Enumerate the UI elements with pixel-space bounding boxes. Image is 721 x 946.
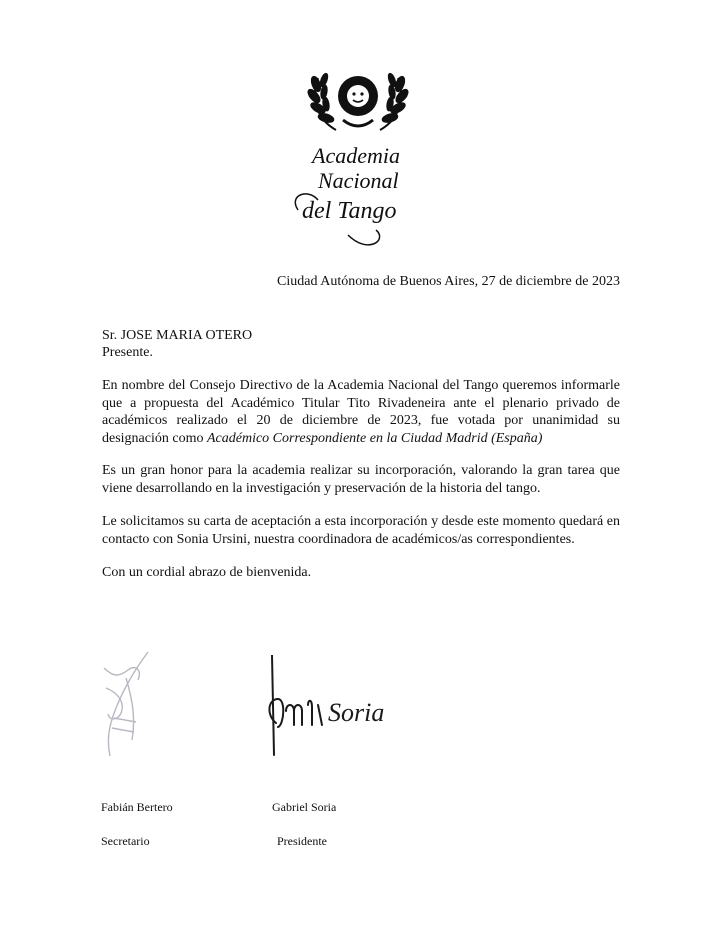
signature-bertero [96,648,160,763]
recipient-block [102,327,252,361]
designation-title: Académico Correspondiente en la Ciudad Madrid (España) [206,430,543,446]
recipient-greeting: Presente. [102,345,153,360]
logo-line-2: Nacional [318,168,399,193]
signer-name-secretario: Fabián Bertero [101,800,173,814]
signer-role-secretario: Secretario [101,834,150,848]
recipient-name: Sr. JOSE MARIA OTERO [102,328,253,343]
logo-line-1: Academia [312,143,400,168]
date-line: Ciudad Autónoma de Buenos Aires, 27 de diciembre de 2023 [277,274,620,289]
academia-logo [288,60,428,260]
signature-soria [264,655,414,760]
paragraph-designation-text: En nombre del Consejo Directivo de la Academia Nacional del Tango queremos informarle que a propuesta del Académico Titular Tito Rivadeneira ante el plenario privado de académicos realizado el 20 de diciembre de 2023, fue votada por unanimidad su designación como [102,378,620,446]
signer-name-presidente: Gabriel Soria [272,800,337,814]
closing-line: Con un cordial abrazo de bienvenida. [102,565,312,580]
signature-soria-handwriting: Soria [328,698,385,727]
signer-role-presidente: Presidente [277,834,327,848]
paragraph-acceptance-request: Le solicitamos su carta de aceptación a esta incorporación y desde este momento quedará en contacto con Sonia Ursini, nuestra coordinadora de académicos/as correspondientes. [102,514,620,547]
paragraph-honor: Es un gran honor para la academia realizar su incorporación, valorando la gran tarea que viene desarrollando en la investigación y preservación de la historia del tango. [102,463,620,496]
sun-face-icon [338,76,378,126]
logo-line-3: del Tango [302,198,397,224]
paragraph-designation [102,377,620,447]
